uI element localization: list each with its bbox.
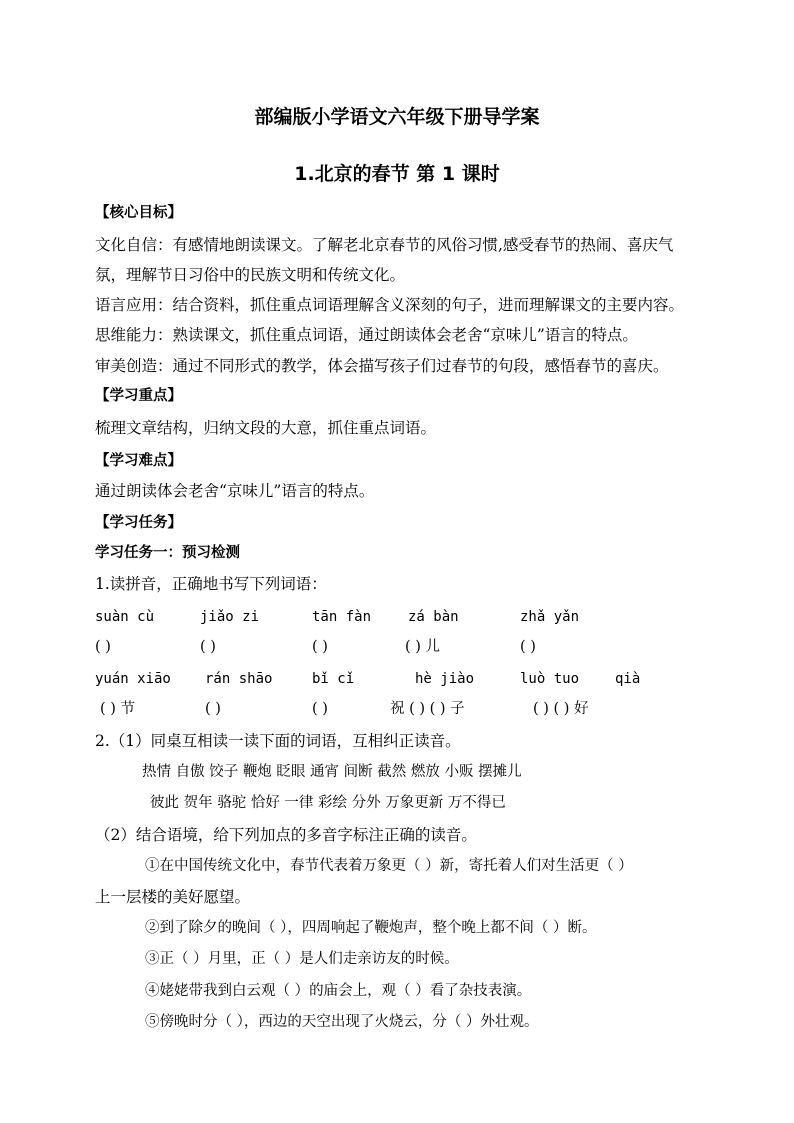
pinyin-item: zá bàn: [408, 609, 459, 625]
question-2-1: 2.（1）同桌互相读一读下面的词语，互相纠正读音。: [95, 732, 461, 750]
answer-blank: ( ): [312, 701, 328, 717]
pinyin-item: jiǎo zi: [200, 609, 260, 625]
sentence-4: ④姥姥带我到白云观（ ）的庙会上，观（ ）看了杂技表演。: [145, 983, 532, 999]
pinyin-item: luò tuo: [520, 671, 580, 687]
sentence-2: ②到了除夕的晚间（ ），四周响起了鞭炮声，整个晚上都不间（ ）断。: [145, 920, 597, 936]
pinyin-item: suàn cù: [95, 609, 155, 625]
answer-blank: ( ): [200, 639, 216, 655]
word-list-row-1: 热情 自傲 饺子 鞭炮 眨眼 通宵 间断 截然 燃放 小贩 摆摊儿: [142, 764, 522, 780]
sentence-5: ⑤傍晚时分（ ），西边的天空出现了火烧云，分（ ）外壮观。: [145, 1014, 539, 1030]
lesson-title: 1.北京的春节 第 1 课时: [294, 163, 500, 185]
key-point-header: 【学习重点】: [95, 388, 182, 404]
difficulty-header: 【学习难点】: [95, 453, 182, 469]
answer-blank: 祝 ( ) ( ) 子: [390, 701, 465, 717]
answer-blank: ( ) 节: [100, 701, 136, 717]
goal-language: 语言应用：结合资料，抓住重点词语理解含义深刻的句子，进而理解课文的主要内容。: [95, 296, 685, 314]
pinyin-item: tān fàn: [312, 609, 372, 625]
task-one-header: 学习任务一：预习检测: [95, 545, 240, 561]
goal-aesthetic: 审美创造：通过不同形式的教学，体会描写孩子们过春节的句段，感悟春节的喜庆。: [95, 357, 669, 375]
key-point-text: 梳理文章结构，归纳文段的大意，抓住重点词语。: [95, 419, 437, 437]
word-list-row-2: 彼此 贺年 骆驼 恰好 一律 彩绘 分外 万象更新 万不得已: [150, 795, 506, 811]
goal-culture-line-1: 文化自信：有感情地朗读课文。了解老北京春节的风俗习惯,感受春节的热闹、喜庆气: [95, 236, 674, 254]
pinyin-item: hè jiào: [415, 671, 475, 687]
answer-blank: ( ) 儿: [405, 639, 441, 655]
pinyin-item: zhǎ yǎn: [520, 609, 580, 625]
answer-blank: ( ): [312, 639, 328, 655]
sentence-3: ③正（ ）月里，正（ ）是人们走亲访友的时候。: [145, 951, 459, 967]
goal-thinking: 思维能力：熟读课文，抓住重点词语，通过朗读体会老舍“京味儿”语言的特点。: [95, 326, 638, 344]
sentence-1-line-1: ①在中国传统文化中，春节代表着万象更（ ）新，寄托着人们对生活更（ ）: [145, 858, 633, 874]
pinyin-item: bǐ cǐ: [312, 671, 355, 687]
pinyin-item: yuán xiāo: [95, 671, 171, 687]
goal-culture-line-2: 氛，理解节日习俗中的民族文明和传统文化。: [95, 266, 406, 284]
document-title: 部编版小学语文六年级下册导学案: [254, 106, 540, 128]
answer-blank: ( ) ( ) 好: [533, 701, 589, 717]
difficulty-text: 通过朗读体会老舍“京味儿”语言的特点。: [95, 482, 375, 500]
core-goal-header: 【核心目标】: [95, 205, 182, 221]
question-2-2: （2）结合语境，给下列加点的多音字标注正确的读音。: [95, 826, 477, 844]
pinyin-item: rán shāo: [205, 671, 273, 687]
pinyin-item: qià: [615, 671, 641, 687]
sentence-1-line-2: 上一层楼的美好愿望。: [95, 888, 251, 906]
task-header: 【学习任务】: [95, 515, 182, 531]
answer-blank: ( ): [520, 639, 536, 655]
answer-blank: ( ): [95, 639, 111, 655]
answer-blank: ( ): [205, 701, 221, 717]
question-1: 1.读拼音，正确地书写下列词语：: [95, 575, 327, 593]
